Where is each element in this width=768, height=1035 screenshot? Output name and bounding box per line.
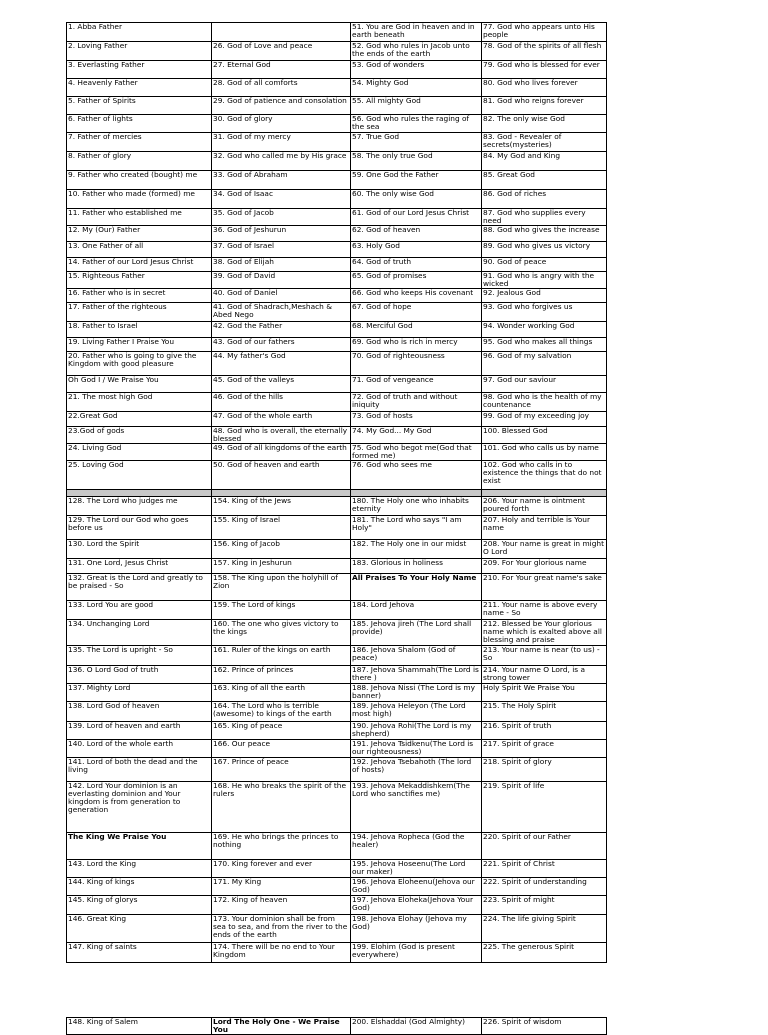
table-cell: 56. God who rules the raging of the sea (351, 115, 482, 133)
table-cell: 192. Jehova Tsebahoth (The lord of hosts) (351, 758, 482, 782)
table-cell: 159. The Lord of kings (212, 601, 351, 620)
table-cell: 161. Ruler of the kings on earth (212, 646, 351, 666)
table-cell: 61. God of our Lord Jesus Christ (351, 209, 482, 226)
table-row (67, 758, 607, 782)
table-cell: 214. Your name O Lord, is a strong tower (482, 666, 607, 684)
table-row (67, 289, 607, 303)
table-cell: 11. Father who established me (67, 209, 212, 226)
table-row (67, 242, 607, 258)
table-row (67, 427, 607, 444)
table-cell: 223. Spirit of might (482, 896, 607, 915)
table-cell: 193. Jehova Mekaddishkem(The Lord who sanctifies me) (351, 782, 482, 833)
table-cell: 188. Jehova Nissi (The Lord is my banner) (351, 684, 482, 702)
table-cell: 20. Father who is going to give the Kingdom with good pleasure (67, 352, 212, 376)
table-cell: 42. God the Father (212, 322, 351, 338)
table-cell: 195. Jehova Hoseenu(The Lord our maker) (351, 860, 482, 878)
table-cell: 37. God of Israel (212, 242, 351, 258)
table-cell: 13. One Father of all (67, 242, 212, 258)
table-cell: 182. The Holy one in our midst (351, 540, 482, 559)
table-cell: 44. My father's God (212, 352, 351, 376)
table-cell: 21. The most high God (67, 393, 212, 412)
table-cell: 38. God of Elijah (212, 258, 351, 272)
table-cell: 51. You are God in heaven and in earth beneath (351, 23, 482, 42)
table-cell: 186. Jehova Shalom (God of peace) (351, 646, 482, 666)
table-row (67, 209, 607, 226)
table-cell: 224. The life giving Spirit (482, 915, 607, 943)
table-cell: 180. The Holy one who inhabits eternity (351, 497, 482, 516)
table-cell: 163. King of all the earth (212, 684, 351, 702)
table-cell: 59. One God the Father (351, 171, 482, 190)
table-cell: 94. Wonder working God (482, 322, 607, 338)
table-cell: 174. There will be no end to Your Kingdom (212, 943, 351, 963)
table-cell: 183. Glorious in holiness (351, 559, 482, 574)
table-cell: 88. God who gives the increase (482, 226, 607, 242)
table-cell: 191. Jehova Tsidkenu(The Lord is our righteousness) (351, 740, 482, 758)
table-row (67, 601, 607, 620)
separator-cell (67, 490, 212, 497)
table-cell: 136. O Lord God of truth (67, 666, 212, 684)
table-cell: 100. Blessed God (482, 427, 607, 444)
separator-cell (212, 490, 351, 497)
table-cell: 171. My King (212, 878, 351, 896)
table-cell: 71. God of vengeance (351, 376, 482, 393)
table-cell: Holy Spirit We Praise You (482, 684, 607, 702)
table-cell: 181. The Lord who says "I am Holy" (351, 516, 482, 540)
table-cell: 139. Lord of heaven and earth (67, 722, 212, 740)
table-row (67, 740, 607, 758)
table-row (67, 97, 607, 115)
table-cell: 48. God who is overall, the eternally blessed (212, 427, 351, 444)
table-cell: 158. The King upon the holyhill of Zion (212, 574, 351, 601)
table-cell: Oh God I / We Praise You (67, 376, 212, 393)
table-cell: 95. God who makes all things (482, 338, 607, 352)
table-cell: 197. Jehova Eloheka(Jehova Your God) (351, 896, 482, 915)
table-row (67, 878, 607, 896)
table-cell: 77. God who appears unto His people (482, 23, 607, 42)
table-cell: 164. The Lord who is terrible (awesome) to kings of the earth (212, 702, 351, 722)
table-cell: 18. Father to Israel (67, 322, 212, 338)
table-row (67, 61, 607, 79)
table-cell: 155. King of Israel (212, 516, 351, 540)
table-cell: 225. The generous Spirit (482, 943, 607, 963)
table-cell: 216. Spirit of truth (482, 722, 607, 740)
table-cell: 54. Mighty God (351, 79, 482, 97)
table-cell: 98. God who is the health of my countenance (482, 393, 607, 412)
table-cell: 90. God of peace (482, 258, 607, 272)
table-cell: 200. Elshaddai (God Almighty) (351, 1018, 482, 1035)
table-cell: 148. King of Salem (67, 1018, 212, 1035)
table-cell: 85. Great God (482, 171, 607, 190)
table-cell: 93. God who forgives us (482, 303, 607, 322)
table-row (67, 171, 607, 190)
table-cell: 29. God of patience and consolation (212, 97, 351, 115)
table-cell: 27. Eternal God (212, 61, 351, 79)
table-cell: 52. God who rules in Jacob unto the ends of the earth (351, 42, 482, 61)
table-row (67, 666, 607, 684)
table-cell: 199. Elohim (God is present everywhere) (351, 943, 482, 963)
table-cell: 92. Jealous God (482, 289, 607, 303)
table-row (67, 896, 607, 915)
table-cell: 212. Blessed be Your glorious name which is exalted above all blessing and praise (482, 620, 607, 646)
table-row (67, 322, 607, 338)
table-row (67, 497, 607, 516)
table-cell: 218. Spirit of glory (482, 758, 607, 782)
table-cell: 81. God who reigns forever (482, 97, 607, 115)
table-cell: 57. True God (351, 133, 482, 152)
table-cell: 1. Abba Father (67, 23, 212, 42)
table-row (67, 152, 607, 171)
table-cell: 128. The Lord who judges me (67, 497, 212, 516)
table-cell: 196. Jehova Eloheenu(Jehova our God) (351, 878, 482, 896)
praise-names-table (66, 22, 607, 963)
table-row (67, 444, 607, 461)
table-cell: 28. God of all comforts (212, 79, 351, 97)
table-row (67, 943, 607, 963)
table-row (67, 42, 607, 61)
table-cell: 86. God of riches (482, 190, 607, 209)
table-cell: 14. Father of our Lord Jesus Christ (67, 258, 212, 272)
table-cell: 83. God - Revealer of secrets(mysteries) (482, 133, 607, 152)
table-row (67, 702, 607, 722)
table-cell: 66. God who keeps His covenant (351, 289, 482, 303)
table-cell: 147. King of saints (67, 943, 212, 963)
table-cell: 173. Your dominion shall be from sea to sea, and from the river to the ends of the earth (212, 915, 351, 943)
table-cell: 26. God of Love and peace (212, 42, 351, 61)
table-cell: 73. God of hosts (351, 412, 482, 427)
table-row (67, 393, 607, 412)
table-cell (212, 23, 351, 42)
table-cell: 76. God who sees me (351, 461, 482, 490)
table-cell: 80. God who lives forever (482, 79, 607, 97)
table-cell: 226. Spirit of wisdom (482, 1018, 607, 1035)
table-cell: 35. God of Jacob (212, 209, 351, 226)
table-cell: 84. My God and King (482, 152, 607, 171)
table-cell: 5. Father of Spirits (67, 97, 212, 115)
table-cell: 166. Our peace (212, 740, 351, 758)
table-cell: 129. The Lord our God who goes before us (67, 516, 212, 540)
table-cell: 43. God of our fathers (212, 338, 351, 352)
table-row (67, 376, 607, 393)
table-cell: 63. Holy God (351, 242, 482, 258)
table-cell: 187. Jehova Shammah(The Lord is there ) (351, 666, 482, 684)
table-row (67, 258, 607, 272)
table-cell: 219. Spirit of life (482, 782, 607, 833)
table-cell: 144. King of kings (67, 878, 212, 896)
table-row (67, 190, 607, 209)
table-cell: 32. God who called me by His grace (212, 152, 351, 171)
table-cell: 68. Merciful God (351, 322, 482, 338)
table-cell: 140. Lord of the whole earth (67, 740, 212, 758)
table-row (67, 338, 607, 352)
table-row (67, 352, 607, 376)
table-cell: 12. My (Our) Father (67, 226, 212, 242)
table-cell: 50. God of heaven and earth (212, 461, 351, 490)
table-cell: 46. God of the hills (212, 393, 351, 412)
table-cell: 211. Your name is above every name - So (482, 601, 607, 620)
table-row (67, 412, 607, 427)
table-row (67, 461, 607, 490)
table-cell: 75. God who begot me(God that formed me) (351, 444, 482, 461)
table-row (67, 226, 607, 242)
table-row (67, 574, 607, 601)
table-row (67, 23, 607, 42)
table-cell: 190. Jehova Rohi(The Lord is my shepherd) (351, 722, 482, 740)
table-cell: 141. Lord of both the dead and the living (67, 758, 212, 782)
table-row (67, 915, 607, 943)
table-cell: 222. Spirit of understanding (482, 878, 607, 896)
table-cell: 24. Living God (67, 444, 212, 461)
table-cell: 39. God of David (212, 272, 351, 289)
separator-cell (351, 490, 482, 497)
table-cell: 78. God of the spirits of all flesh (482, 42, 607, 61)
table-cell: 3. Everlasting Father (67, 61, 212, 79)
table-cell: 25. Loving God (67, 461, 212, 490)
table-cell: 206. Your name is ointment poured forth (482, 497, 607, 516)
table-cell: 97. God our saviour (482, 376, 607, 393)
table-cell: 15. Righteous Father (67, 272, 212, 289)
table-cell: 19. Living Father I Praise You (67, 338, 212, 352)
table-cell: 165. King of peace (212, 722, 351, 740)
table-cell: 89. God who gives us victory (482, 242, 607, 258)
table-cell: 194. Jehova Ropheca (God the healer) (351, 833, 482, 860)
table-row (67, 646, 607, 666)
table-cell: 4. Heavenly Father (67, 79, 212, 97)
table-cell: 2. Loving Father (67, 42, 212, 61)
table-cell: 215. The Holy Spirit (482, 702, 607, 722)
table-cell: 55. All mighty God (351, 97, 482, 115)
table-row (67, 684, 607, 702)
table-cell: 142. Lord Your dominion is an everlasting dominion and Your kingdom is from generation to generation (67, 782, 212, 833)
table-cell: 40. God of Daniel (212, 289, 351, 303)
table-cell: 169. He who brings the princes to nothing (212, 833, 351, 860)
table-cell: 137. Mighty Lord (67, 684, 212, 702)
table-cell: 7. Father of mercies (67, 133, 212, 152)
praise-names-table-continued (66, 1017, 607, 1035)
separator-cell (482, 490, 607, 497)
section-heading-cell: The King We Praise You (67, 833, 212, 860)
table-cell: 143. Lord the King (67, 860, 212, 878)
table-cell: 74. My God... My God (351, 427, 482, 444)
table-cell: 156. King of Jacob (212, 540, 351, 559)
table-cell: 131. One Lord, Jesus Christ (67, 559, 212, 574)
table-cell: 170. King forever and ever (212, 860, 351, 878)
table-cell: 162. Prince of princes (212, 666, 351, 684)
table-cell: 87. God who supplies every need (482, 209, 607, 226)
table-cell: 167. Prince of peace (212, 758, 351, 782)
table-cell: 72. God of truth and without iniquity (351, 393, 482, 412)
table-cell: 102. God who calls in to existence the things that do not exist (482, 461, 607, 490)
table-cell: 8. Father of glory (67, 152, 212, 171)
table-cell: 210. For Your great name's sake (482, 574, 607, 601)
table-cell: 16. Father who is in secret (67, 289, 212, 303)
table-cell: 134. Unchanging Lord (67, 620, 212, 646)
table-cell: 49. God of all kingdoms of the earth (212, 444, 351, 461)
table-row (67, 559, 607, 574)
table-row (67, 79, 607, 97)
table-cell: 168. He who breaks the spirit of the rulers (212, 782, 351, 833)
table-cell: 41. God of Shadrach,Meshach & Abed Nego (212, 303, 351, 322)
table-cell: 62. God of heaven (351, 226, 482, 242)
table-cell: 9. Father who created (bought) me (67, 171, 212, 190)
separator-row (67, 490, 607, 497)
table-cell: 154. King of the Jews (212, 497, 351, 516)
table-cell: 36. God of Jeshurun (212, 226, 351, 242)
table-row (67, 860, 607, 878)
table-cell: 198. Jehova Elohay (Jehova my God) (351, 915, 482, 943)
table-cell: 220. Spirit of our Father (482, 833, 607, 860)
table-cell: 79. God who is blessed for ever (482, 61, 607, 79)
table-cell: 157. King in Jeshurun (212, 559, 351, 574)
table-cell: 10. Father who made (formed) me (67, 190, 212, 209)
table-cell: 67. God of hope (351, 303, 482, 322)
table-row (67, 782, 607, 833)
table-cell: 217. Spirit of grace (482, 740, 607, 758)
table-cell: 160. The one who gives victory to the kings (212, 620, 351, 646)
table-row (67, 133, 607, 152)
section-heading-cell: All Praises To Your Holy Name (351, 574, 482, 601)
table-cell: 133. Lord You are good (67, 601, 212, 620)
table-cell: 146. Great King (67, 915, 212, 943)
table-cell: 135. The Lord is upright - So (67, 646, 212, 666)
table-cell: 69. God who is rich in mercy (351, 338, 482, 352)
table-cell: 33. God of Abraham (212, 171, 351, 190)
table-cell: 82. The only wise God (482, 115, 607, 133)
table-cell: 209. For Your glorious name (482, 559, 607, 574)
table-cell: 23.God of gods (67, 427, 212, 444)
table-cell: 60. The only wise God (351, 190, 482, 209)
table-cell: 22.Great God (67, 412, 212, 427)
section-heading-cell: Lord The Holy One - We Praise You (212, 1018, 351, 1035)
table-cell: 6. Father of lights (67, 115, 212, 133)
table-cell: 138. Lord God of heaven (67, 702, 212, 722)
table-row (67, 722, 607, 740)
table-cell: 53. God of wonders (351, 61, 482, 79)
table-cell: 91. God who is angry with the wicked (482, 272, 607, 289)
table-row (67, 303, 607, 322)
table-cell: 99. God of my exceeding joy (482, 412, 607, 427)
table-cell: 130. Lord the Spirit (67, 540, 212, 559)
table-cell: 213. Your name is near (to us) - So (482, 646, 607, 666)
table-row (67, 1018, 607, 1035)
table-cell: 189. Jehova Heleyon (The Lord most high) (351, 702, 482, 722)
table-cell: 64. God of truth (351, 258, 482, 272)
table-cell: 17. Father of the righteous (67, 303, 212, 322)
table-cell: 45. God of the valleys (212, 376, 351, 393)
table-cell: 184. Lord Jehova (351, 601, 482, 620)
table-cell: 132. Great is the Lord and greatly to be praised - So (67, 574, 212, 601)
table-row (67, 516, 607, 540)
table-cell: 145. King of glorys (67, 896, 212, 915)
table-row (67, 540, 607, 559)
table-cell: 31. God of my mercy (212, 133, 351, 152)
table-cell: 101. God who calls us by name (482, 444, 607, 461)
table-cell: 172. King of heaven (212, 896, 351, 915)
table-cell: 47. God of the whole earth (212, 412, 351, 427)
table-row (67, 620, 607, 646)
table-cell: 185. Jehova jireh (The Lord shall provide) (351, 620, 482, 646)
table-cell: 221. Spirit of Christ (482, 860, 607, 878)
table-cell: 58. The only true God (351, 152, 482, 171)
table-cell: 30. God of glory (212, 115, 351, 133)
table-cell: 65. God of promises (351, 272, 482, 289)
table-row (67, 833, 607, 860)
table-cell: 70. God of righteousness (351, 352, 482, 376)
table-cell: 207. Holy and terrible is Your name (482, 516, 607, 540)
table-cell: 208. Your name is great in might O Lord (482, 540, 607, 559)
table-row (67, 115, 607, 133)
table-cell: 96. God of my salvation (482, 352, 607, 376)
table-cell: 34. God of Isaac (212, 190, 351, 209)
table-row (67, 272, 607, 289)
